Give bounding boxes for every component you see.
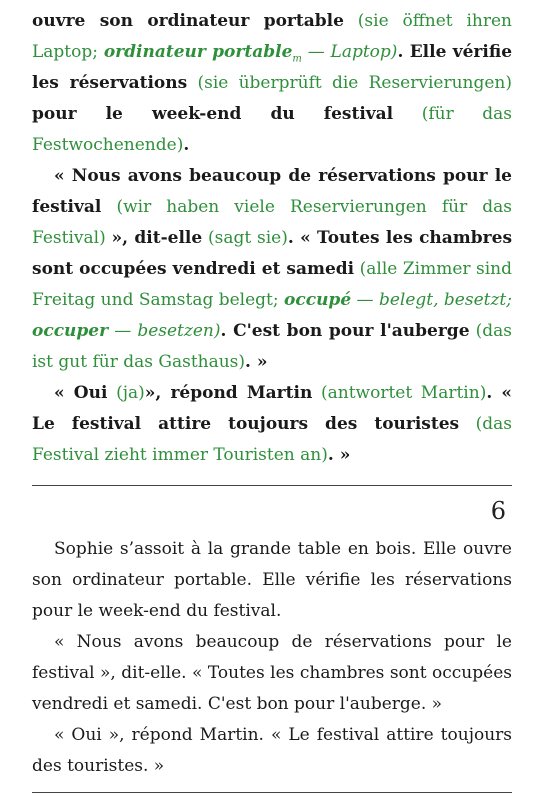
bilingual-paragraph-3: [32, 378, 512, 471]
glossary-term: occupé: [284, 290, 352, 310]
german-translation: (wir haben viele Reservierungen für das Festival): [32, 197, 512, 248]
glossary-term: occuper: [32, 321, 109, 341]
french-text: », dit-elle: [111, 228, 203, 248]
french-text: . »: [245, 352, 268, 372]
plain-paragraph-1: Sophie s’assoit à la grande table en bois. Elle ouvre son ordinateur portable. Elle vérifie les réservations pour le week-end du festival.: [32, 539, 512, 621]
french-text: . C'est bon pour l'auberge: [220, 321, 470, 341]
french-text: « Oui: [54, 383, 108, 403]
german-translation: (ja): [116, 383, 145, 403]
french-text: . « Le festival attire toujours des touristes: [32, 383, 513, 434]
plain-paragraph-3: « Oui », répond Martin. « Le festival attire toujours des touristes. »: [32, 725, 512, 776]
german-translation: (für das Festwochenende): [32, 104, 513, 155]
german-translation: (antwortet Martin): [320, 383, 487, 403]
glossary-definition: — besetzen): [114, 321, 221, 341]
german-translation: (sagt sie): [207, 228, 288, 248]
plain-paragraph-2: « Nous avons beaucoup de réservations pour le festival », dit-elle. « Toutes les chambres sont occupées vendredi et samedi. C'est bon pour l'auberge. »: [32, 632, 512, 714]
section-divider: [32, 485, 512, 486]
glossary-definition: — Laptop): [307, 42, 398, 62]
german-translation: (sie öffnet ihren Laptop;: [32, 11, 513, 62]
page-number: 6: [490, 497, 506, 525]
bilingual-paragraph-1: [32, 6, 512, 161]
french-text: ouvre son ordinateur portable: [32, 11, 344, 31]
french-text: .: [183, 135, 190, 155]
german-translation: (sie überprüft die Reservierungen): [197, 73, 513, 93]
book-page: [32, 6, 512, 793]
german-translation: (alle Zimmer sind Freitag und Samstag belegt;: [32, 259, 512, 310]
french-text: pour le week-end du festival: [32, 104, 394, 124]
bilingual-paragraph-2: [32, 161, 512, 378]
glossary-term: ordinateur portable: [103, 42, 293, 62]
french-text: . « Toutes les chambres sont occupées vendredi et samedi: [32, 228, 513, 279]
french-text: », répond Martin: [144, 383, 313, 403]
french-text: . Elle vérifie les réservations: [32, 42, 513, 93]
french-text: . »: [327, 445, 351, 465]
glossary-definition: — belegt, besetzt;: [356, 290, 512, 310]
french-text: « Nous avons beaucoup de réservations pour le festival: [32, 166, 512, 217]
german-translation: (das ist gut für das Gasthaus): [32, 321, 513, 372]
gender-marker: m: [292, 53, 302, 65]
german-translation: (das Festival zieht immer Touristen an): [32, 414, 512, 465]
